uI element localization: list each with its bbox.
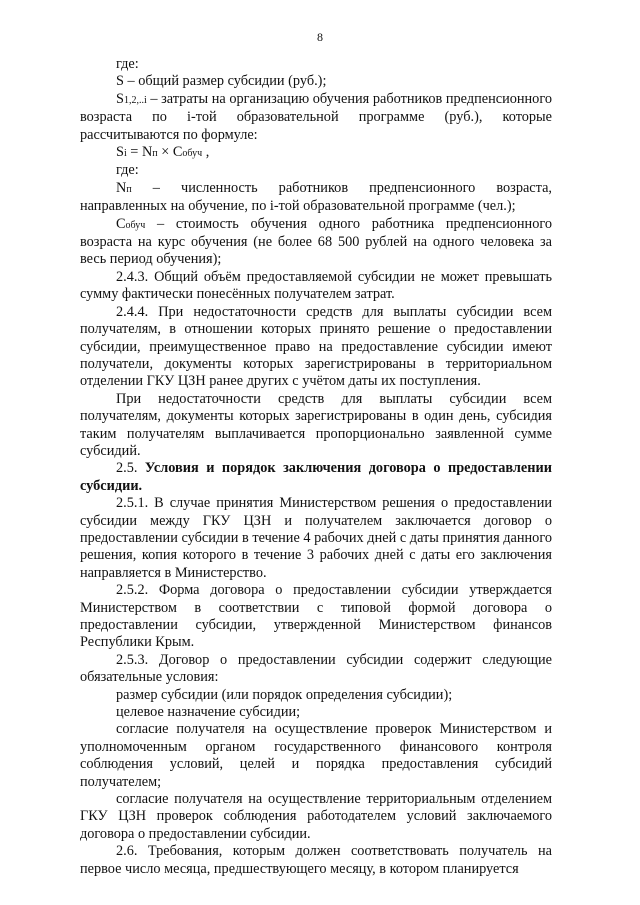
symbol-n-subscript: п bbox=[126, 183, 132, 195]
formula-s: S bbox=[116, 144, 124, 161]
document-body bbox=[80, 56, 552, 878]
paragraph-total-subsidy: S – общий размер субсидии (руб.); bbox=[116, 73, 327, 90]
section-title: Условия и порядок заключения договора о предоставлении субсидии. bbox=[80, 460, 552, 494]
paragraph-2-5-2: 2.5.2. Форма договора о предоставлении субсидии утверждается Министерством в соответствии с типовой формой договора о предоставлении субсидии, утвержденной Министерством финансов Республики Крым. bbox=[80, 582, 552, 651]
page-number: 8 bbox=[317, 30, 323, 44]
paragraph-where-2: где: bbox=[116, 162, 139, 179]
symbol-c-subscript: обуч bbox=[125, 219, 146, 231]
paragraph-2-4-3: 2.4.3. Общий объём предоставляемой субсидии не может превышать сумму фактически понесённых получателем затрат. bbox=[80, 268, 552, 303]
formula-s-subscript: i bbox=[123, 148, 127, 160]
paragraph-2-4-4: 2.4.4. При недостаточности средств для выплаты субсидии всем получателям, в отношении которых принято решение о предоставлении субсидии, преимущественное право на предоставление субсидии имеют получатели, документы которых зарегистрированы в территориальном отделении ГКУ ЦЗН ранее других с учётом даты их поступления. bbox=[80, 303, 552, 390]
symbol-s: S bbox=[116, 90, 124, 107]
paragraph-employee-count bbox=[80, 180, 552, 216]
symbol-s-subscript: 1,2,..i bbox=[123, 94, 147, 106]
paragraph-insufficient-funds: При недостаточности средств для выплаты субсидии всем получателям, документы которых зарегистрированы в один день, субсидия таким получателям выплачивается пропорционально заявленной сумме субсидий. bbox=[80, 390, 552, 459]
paragraph-training-cost-per-person bbox=[80, 216, 552, 269]
formula-end: , bbox=[202, 144, 210, 161]
paragraph-text: – затраты на организацию обучения работников предпенсионного возраста по i-той образовательной программе (руб.), которые рассчитываются по формуле: bbox=[80, 90, 552, 143]
section-number: 2.5. bbox=[116, 460, 145, 477]
paragraph-2-6: 2.6. Требования, которым должен соответствовать получатель на первое число месяца, предшествующего месяцу, в котором планируется bbox=[80, 843, 552, 877]
paragraph-2-5-1: 2.5.1. В случае принятия Министерством решения о предоставлении субсидии между ГКУ ЦЗН и получателем заключается договор о предоставлении субсидии в течение 4 рабочих дней с даты принятия данного решения, копия которого в течение 3 рабочих дней с даты его заключения направляется в Министерство. bbox=[80, 495, 552, 581]
paragraph-where-1: где: bbox=[116, 56, 139, 72]
list-item-consent-czn: согласие получателя на осуществление территориальным отделением ГКУ ЦЗН проверок соблюдения работодателем условий заключаемого договора о предоставлении субсидии. bbox=[80, 791, 552, 842]
formula-equals-n: = N bbox=[126, 144, 153, 161]
paragraph-text: – стоимость обучения одного работника предпенсионного возраста на курс обучения (не более 68 500 рублей на одного человека за весь период обучения); bbox=[80, 215, 552, 268]
formula-times-c: × C bbox=[157, 144, 183, 161]
section-heading-2-5 bbox=[80, 460, 552, 495]
list-item-consent-ministry: согласие получателя на осуществление проверок Министерством и уполномоченным органом государственного финансового контроля соблюдения условий, целей и порядка предоставления субсидий получателем; bbox=[80, 721, 552, 790]
symbol-n: N bbox=[116, 179, 127, 196]
paragraph-training-costs bbox=[80, 91, 552, 144]
paragraph-2-5-3: 2.5.3. Договор о предоставлении субсидии содержит следующие обязательные условия: bbox=[80, 651, 552, 686]
symbol-c: C bbox=[116, 215, 126, 232]
list-item-purpose: целевое назначение субсидии; bbox=[116, 704, 301, 721]
formula-n-subscript: п bbox=[152, 148, 158, 160]
formula-c-subscript: обуч bbox=[182, 148, 203, 160]
paragraph-text: – численность работников предпенсионного возраста, направленных на обучение, по i-той образовательной программе (чел.); bbox=[80, 179, 552, 215]
formula bbox=[80, 144, 552, 162]
list-item-subsidy-amount: размер субсидии (или порядок определения субсидии); bbox=[116, 686, 453, 703]
